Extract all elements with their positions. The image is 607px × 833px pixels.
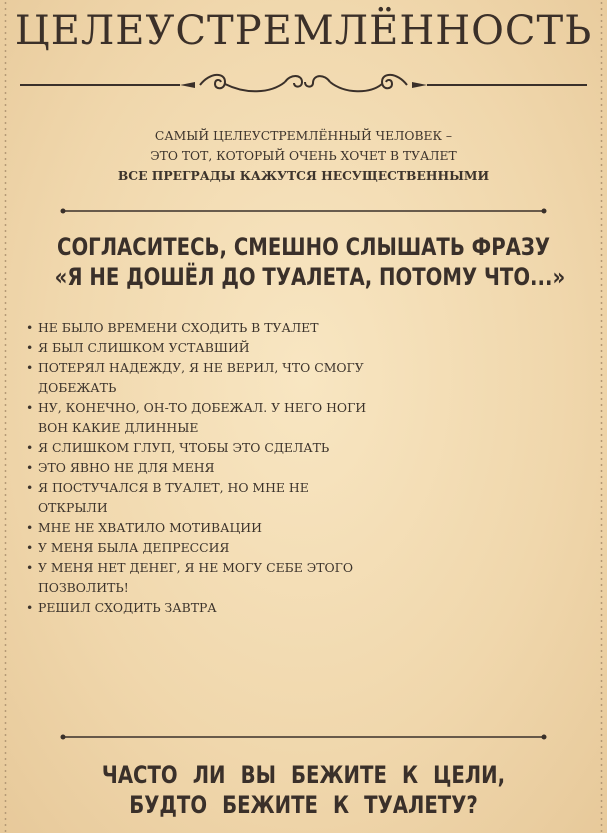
list-item: • Я БЫЛ СЛИШКОМ УСТАВШИЙ [26, 338, 596, 358]
divider-line [60, 734, 547, 740]
intro-line: ЭТО ТОТ, КОТОРЫЙ ОЧЕНЬ ХОЧЕТ В ТУАЛЕТ [150, 149, 457, 163]
divider-line [60, 208, 547, 214]
list-item: • Я ПОСТУЧАЛСЯ В ТУАЛЕТ, НО МНЕ НЕ ОТКРЫЛИ [26, 480, 309, 515]
bullet-icon: • [26, 460, 34, 475]
bullet-icon: • [26, 400, 34, 415]
bullet-icon: • [26, 440, 34, 455]
intro-line: САМЫЙ ЦЕЛЕУСТРЕМЛЁННЫЙ ЧЕЛОВЕК – [154, 129, 453, 143]
bullet-icon: • [26, 560, 34, 575]
section-heading [54, 232, 566, 292]
bullet-icon: • [26, 340, 34, 355]
bullet-icon: • [26, 480, 34, 495]
right-dotted-border [600, 0, 603, 833]
closing-line: БУДТО БЕЖИТЕ К ТУАЛЕТУ? [129, 791, 478, 819]
list-item: • НУ, КОНЕЧНО, ОН-ТО ДОБЕЖАЛ. У НЕГО НОГИ ВОН КАКИЕ ДЛИННЫЕ [26, 400, 367, 435]
heading-line: «Я НЕ ДОШЁЛ ДО ТУАЛЕТА, ПОТОМУ ЧТО...» [54, 263, 566, 291]
bullet-icon: • [26, 520, 34, 535]
list-item: • МНЕ НЕ ХВАТИЛО МОТИВАЦИИ [26, 518, 596, 538]
list-item: • У МЕНЯ НЕТ ДЕНЕГ, Я НЕ МОГУ СЕБЕ ЭТОГО ПОЗВОЛИТЬ! [26, 560, 354, 595]
list-item: • РЕШИЛ СХОДИТЬ ЗАВТРА [26, 598, 596, 618]
intro-line: ВСЕ ПРЕГРАДЫ КАЖУТСЯ НЕСУЩЕСТВЕННЫМИ [117, 168, 490, 183]
flourish-divider-ornament [20, 70, 587, 100]
list-item: • ЭТО ЯВНО НЕ ДЛЯ МЕНЯ [26, 458, 596, 478]
list-item: • ПОТЕРЯЛ НАДЕЖДУ, Я НЕ ВЕРИЛ, ЧТО СМОГУ ДОБЕЖАТЬ [26, 360, 364, 395]
intro-text [10, 126, 597, 186]
bullet-icon: • [26, 320, 34, 335]
closing-question [55, 760, 553, 820]
closing-line: ЧАСТО ЛИ ВЫ БЕЖИТЕ К ЦЕЛИ, [101, 761, 506, 789]
list-item: • Я СЛИШКОМ ГЛУП, ЧТОБЫ ЭТО СДЕЛАТЬ [26, 438, 596, 458]
bullet-icon: • [26, 360, 34, 375]
heading-line: СОГЛАСИТЕСЬ, СМЕШНО СЛЫШАТЬ ФРАЗУ [57, 233, 550, 261]
left-dotted-border [4, 0, 7, 833]
list-item: • НЕ БЫЛО ВРЕМЕНИ СХОДИТЬ В ТУАЛЕТ [26, 318, 596, 338]
bullet-icon: • [26, 600, 34, 615]
bullet-icon: • [26, 540, 34, 555]
reasons-list [26, 318, 596, 618]
list-item: • У МЕНЯ БЫЛА ДЕПРЕССИЯ [26, 538, 596, 558]
page-title: ЦЕЛЕУСТРЕМЛЁННОСТЬ [14, 8, 593, 54]
